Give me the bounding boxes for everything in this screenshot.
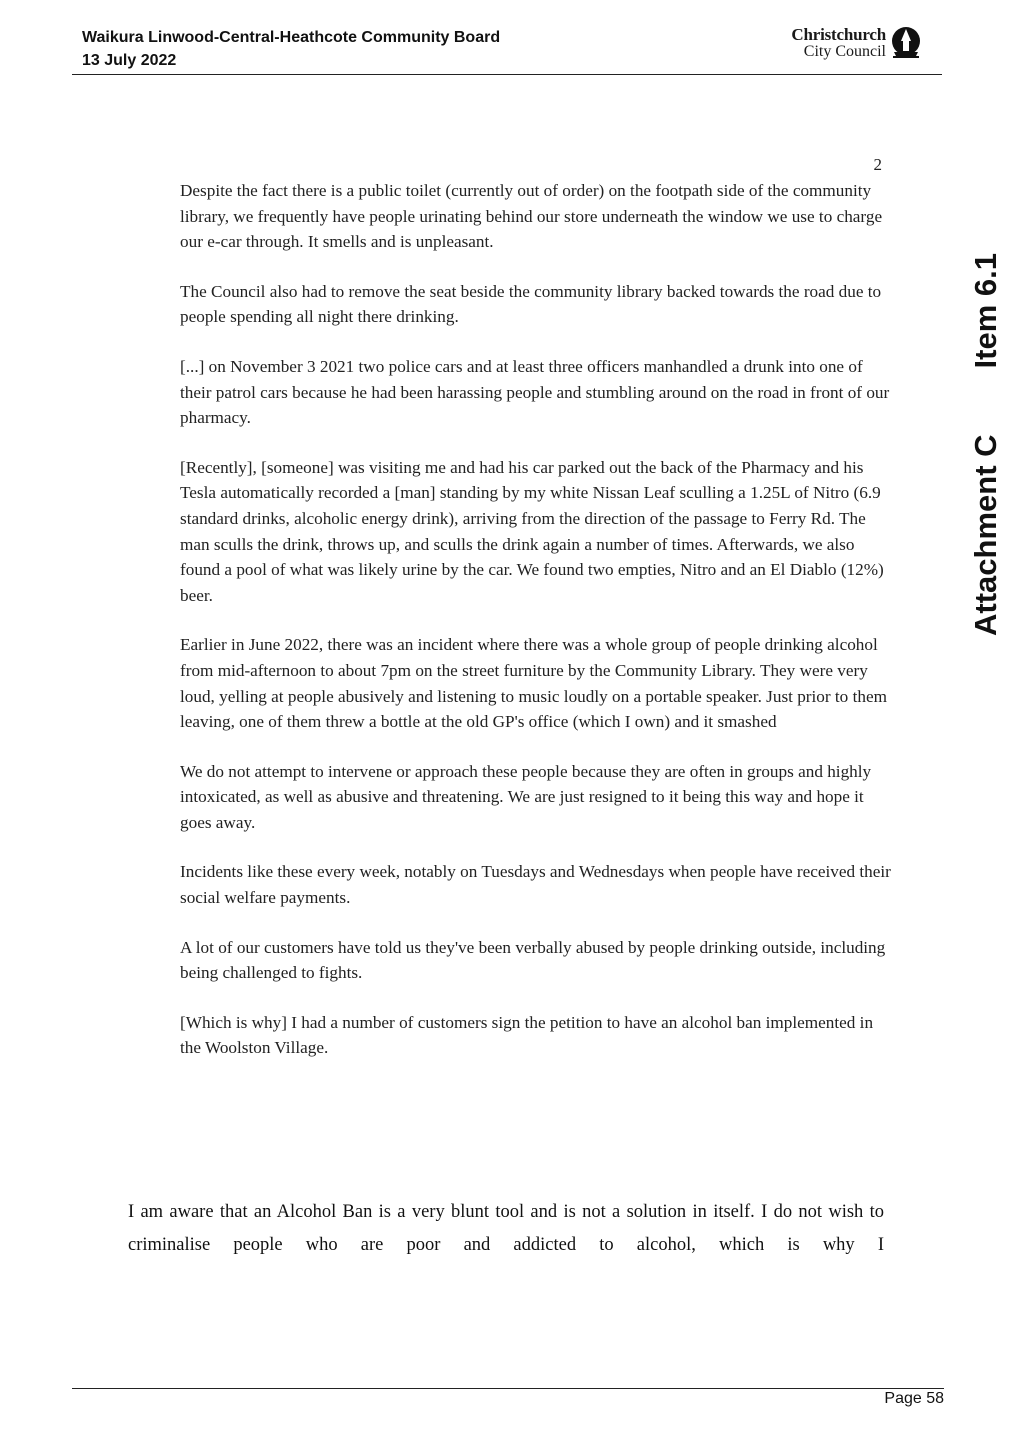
logo-line2: City Council — [803, 43, 886, 60]
letter-paragraph: [Recently], [someone] was visiting me and had his car parked out the back of the Pharmacy and his Tesla automatically recorded a [man] standing by my white Nissan Leaf sculling a 1.25L of Nitro (6.9 standard drinks, alcoholic energy drink), arriving from the direction of the passage to Ferry Rd. The man sculls the drink, throws up, and sculls the drink again a number of times. Afterwards, we also found a pool of what was likely urine by the car. We found two empties, Nitro and an El Diablo (12%) beer. — [180, 457, 884, 605]
cathedral-emblem-icon — [890, 26, 922, 60]
council-logo — [791, 26, 922, 60]
letter-paragraph: Incidents like these every week, notably on Tuesdays and Wednesdays when people have received their social welfare payments. — [180, 862, 891, 908]
letter-paragraph: The Council also had to remove the seat beside the community library backed towards the road due to people spending all night there drinking. — [180, 281, 882, 327]
footer-page-number: Page 58 — [884, 1390, 944, 1407]
letter-paragraph: Despite the fact there is a public toilet (currently out of order) on the footpath side of the community library, we frequently have people urinating behind our store underneath the window we use to charge our e-car through. It smells and is unpleasant. — [180, 181, 883, 252]
header-meta — [82, 26, 500, 72]
footer-divider — [72, 1388, 944, 1389]
meeting-date: 13 July 2022 — [82, 52, 177, 69]
logo-text — [791, 26, 886, 60]
letter-paragraph: A lot of our customers have told us they've been verbally abused by people drinking outside, including being challenged to fights. — [180, 937, 886, 983]
board-name: Waikura Linwood-Central-Heathcote Community Board — [82, 29, 501, 46]
body-paragraph: I am aware that an Alcohol Ban is a very blunt tool and is not a solution in itself. I do not wish to criminalise people who are poor and addicted to alcohol, which is why I — [128, 1202, 884, 1255]
letter-page-number: 2 — [873, 155, 882, 174]
logo-line1: Christchurch — [791, 25, 886, 44]
letter-paragraph: Earlier in June 2022, there was an incident where there was a whole group of people drinking alcohol from mid-afternoon to about 7pm on the street furniture by the Community Library. They were very loud, yelling at people abusively and listening to music loudly on a portable speaker. Just prior to them leaving, one of them threw a bottle at the old GP's office (which I own) and it smashed — [180, 635, 887, 732]
letter-paragraph: We do not attempt to intervene or approach these people because they are often in groups and highly intoxicated, as well as abusive and threatening. We are just resigned to it being this way and hope it goes away. — [180, 761, 872, 832]
attachment-label: Attachment C — [968, 434, 1003, 636]
scanned-letter — [180, 152, 892, 1085]
letter-paragraph: [Which is why] I had a number of customers sign the petition to have an alcohol ban implemented in the Woolston Village. — [180, 1012, 874, 1058]
item-label: Item 6.1 — [968, 253, 1003, 369]
attachment-side-label — [966, 253, 1006, 636]
page-header — [72, 26, 942, 75]
letter-paragraph: [...] on November 3 2021 two police cars and at least three officers manhandled a drunk into one of their patrol cars because he had been harassing people and stumbling around on the road in front of our pharmacy. — [180, 356, 890, 428]
